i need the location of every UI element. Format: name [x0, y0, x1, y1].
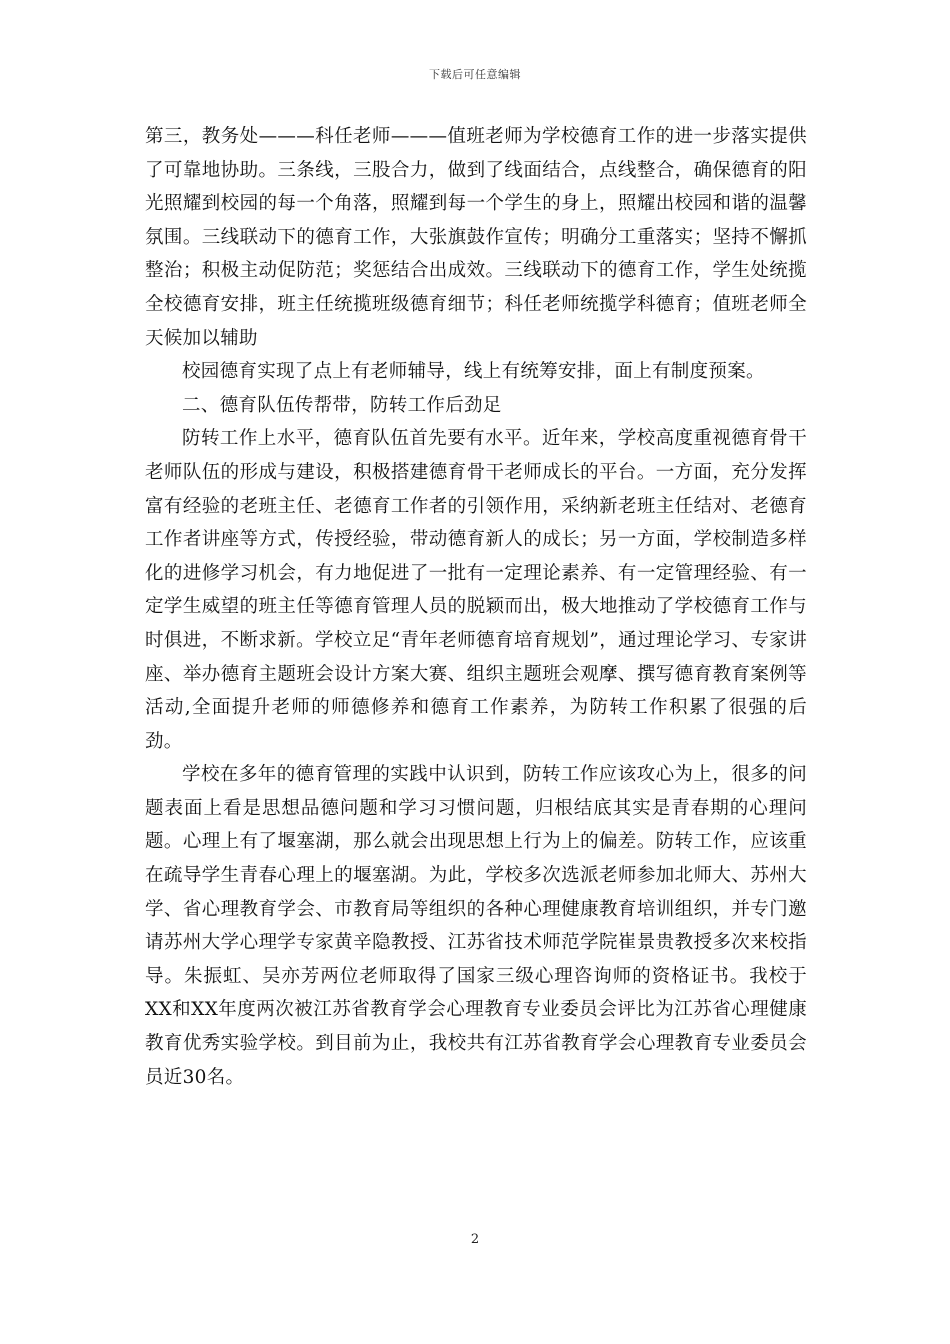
- paragraph-summary: 校园德育实现了点上有老师辅导，线上有统筹安排，面上有制度预案。: [182, 361, 765, 383]
- document-body: [145, 120, 807, 1094]
- section-heading-team: 二、德育队伍传帮带，防转工作后劲足: [182, 394, 502, 416]
- page-header: 下载后可任意编辑: [429, 68, 521, 81]
- paragraph-psychology: 学校在多年的德育管理的实践中认识到，防转工作应该攻心为上，很多的问题表面上看是思想品德问题和学习习惯问题，归根结底其实是青春期的心理问题。心理上有了堰塞湖，那么就会出现思想上行为上的偏差。防转工作，应该重在疏导学生青春心理上的堰塞湖。为此，学校多次选派老师参加北师大、苏州大学、省心理教育学会、市教育局等组织的各种心理健康教育培训组织，并专门邀请苏州大学心理学专家黄辛隐教授、江苏省技术师范学院崔景贵教授多次来校指导。朱振虹、吴亦芳两位老师取得了国家三级心理咨询师的资格证书。我校于XX和XX年度两次被江苏省教育学会心理教育专业委员会评比为江苏省心理健康教育优秀实验学校。到目前为止，我校共有江苏省教育学会心理教育专业委员会员近30名。: [145, 764, 807, 1088]
- paragraph-coordination: 第三，教务处———科任老师———值班老师为学校德育工作的进一步落实提供了可靠地协助。三条线，三股合力，做到了线面结合，点线整合，确保德育的阳光照耀到校园的每一个角落，照耀到每一个学生的身上，照耀出校园和谐的温馨氛围。三线联动下的德育工作，大张旗鼓作宣传；明确分工重落实；坚持不懈抓整治；积极主动促防范；奖惩结合出成效。三线联动下的德育工作，学生处统揽全校德育安排，班主任统揽班级德育细节；科任老师统揽学科德育；值班老师全天候加以辅助: [145, 126, 807, 349]
- paragraph-team-building: 防转工作上水平，德育队伍首先要有水平。近年来，学校高度重视德育骨干老师队伍的形成与建设，积极搭建德育骨干老师成长的平台。一方面，充分发挥富有经验的老班主任、老德育工作者的引领作用，采纳新老班主任结对、老德育工作者讲座等方式，传授经验，带动德育新人的成长；另一方面，学校制造多样化的进修学习机会，有力地促进了一批有一定理论素养、有一定管理经验、有一定学生威望的班主任等德育管理人员的脱颖而出，极大地推动了学校德育工作与时俱进，不断求新。学校立足“青年老师德育培育规划”，通过理论学习、专家讲座、举办德育主题班会设计方案大赛、组织主题班会观摩、撰写德育教育案例等活动,全面提升老师的师德修养和德育工作素养，为防转工作积累了很强的后劲。: [145, 428, 807, 752]
- page-number: 2: [470, 1232, 480, 1247]
